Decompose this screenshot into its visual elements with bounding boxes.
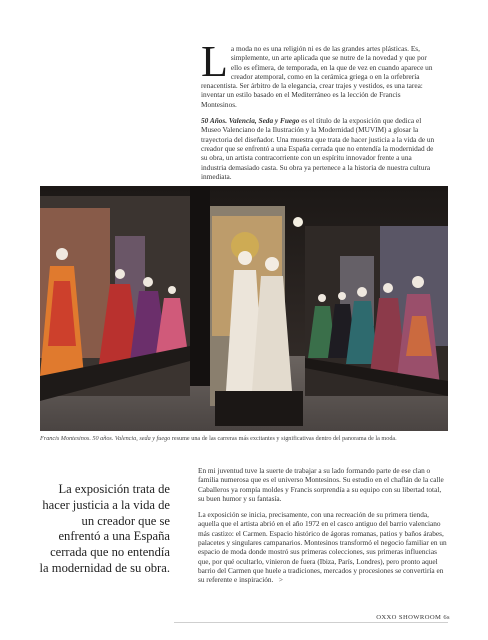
photo-caption	[40, 435, 450, 443]
caption-italic: Francis Montesinos. 50 años. Valencia, seda y fuego	[40, 435, 171, 442]
body-paragraph-2-text: La exposición se inicia, precisamente, con una recreación de su primera tienda, aquella que el artista abrió en el año 1972 en el casco antiguo del barrio valenciano más castizo: el Carmen. Espacio histórico de ágoras romanas, patios y baños árabes, palacetes y singulares campanarios. Montesinos transformó el negocio familiar en un espacio de moda donde mostró sus primeras colecciones, sus primeras influencias que, por qué ocultarlo, vinieron de fuera (Ibiza, París, Londres), pero pronto aquel barrio del Carmen que huele a tradiciones, mercados y procesiones se convertiría en su referente e inspiración.	[198, 510, 447, 585]
body-text	[198, 466, 448, 592]
drop-cap: L	[201, 37, 228, 86]
intro-text	[201, 37, 437, 188]
footer-rule	[174, 622, 448, 623]
page-footer: OXXO SHOWROOM 6s	[376, 614, 450, 621]
exhibition-photo	[40, 186, 448, 431]
intro-paragraph-2-rest: es el título de la exposición que dedica el Museo Valenciano de la Ilustración y la Modernidad (MUVIM) a glosar la trayectoria del diseñador. Una muestra que trata de hacer justicia a la vida de un creador que se enfrentó a una España cerrada que no entendía la modernidad de su obra, un artista contracorriente con un espíritu innovador frente a una industria demasiado casta. Su obra ya pertenece a la historia de nuestra cultura inmediata.	[201, 116, 435, 181]
body-paragraph-1: En mi juventud tuve la suerte de trabajar a su lado formando parte de ese clan o familia numerosa que es el universo Montesinos. Su estudio en el chaflán de la calle Caballeros ya rompía moldes y Francis sorprendía a su equipo con su libertad total, su buen humor y su fantasía.	[198, 466, 444, 503]
exhibition-photo-icon	[40, 186, 448, 431]
intro-paragraph-1: a moda no es una religión ni es de las grandes artes plásticas. Es, simplemente, un arte aplicada que se nutre de la novedad y que por ello es efímera, de temporada, en la que de vez en cuando aparece un creador atemporal, como en la cerámica griega o en la orfebrería renacentista. Ser árbitro de la elegancia, crear trajes y vestidos, es una tarea: inventar un estilo basado en el Mediterráneo es la lección de Francis Montesinos.	[201, 44, 433, 109]
exhibition-title: 50 Años. Valencia, Seda y Fuego	[201, 116, 300, 126]
body-paragraph-2	[198, 510, 448, 584]
pull-quote: La exposición trata de hacer justicia a la vida de un creador que se enfrentó a una España cerrada que no entendía la modernidad de su obra.	[39, 482, 170, 575]
intro-paragraph-2	[201, 116, 437, 181]
caption-rest: resume una de las carreras más excitantes y significativas dentro del panorama de la moda.	[170, 435, 397, 442]
continue-mark: >	[278, 575, 283, 585]
